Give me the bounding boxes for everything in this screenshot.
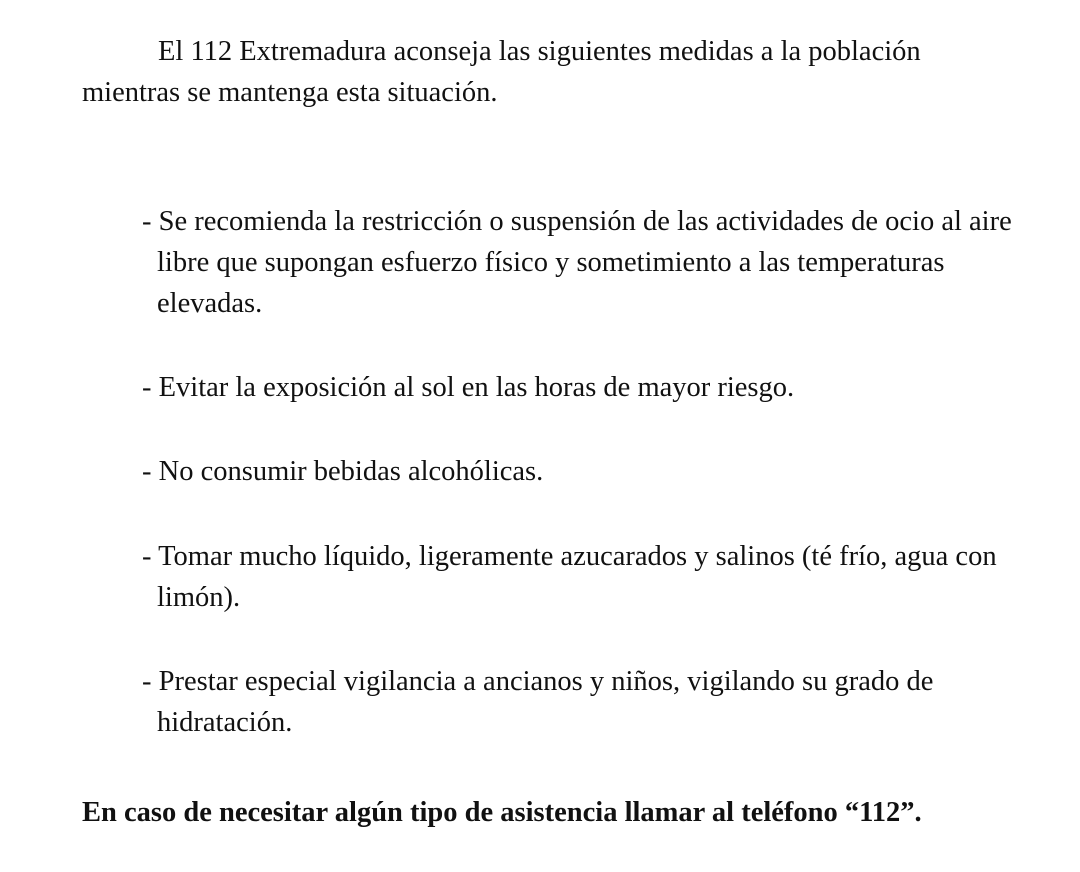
closing-emergency-call: En caso de necesitar algún tipo de asistencia llamar al teléfono “112”. (82, 797, 922, 828)
intro-paragraph: El 112 Extremadura aconseja las siguientes medidas a la población mientras se mantenga esta situación. (82, 36, 921, 108)
measure-drink-fluids: - Tomar mucho líquido, ligeramente azucarados y salinos (té frío, agua con limón). (142, 541, 997, 613)
measure-watch-vulnerable: - Prestar especial vigilancia a ancianos y niños, vigilando su grado de hidratación. (142, 666, 934, 738)
measure-no-alcohol: - No consumir bebidas alcohólicas. (142, 456, 544, 487)
measure-sun-exposure: - Evitar la exposición al sol en las horas de mayor riesgo. (142, 372, 795, 403)
measures-list (142, 201, 1012, 786)
measure-outdoor-activities: - Se recomienda la restricción o suspensión de las actividades de ocio al aire libre que supongan esfuerzo físico y sometimiento a las temperaturas elevadas. (142, 206, 1012, 319)
